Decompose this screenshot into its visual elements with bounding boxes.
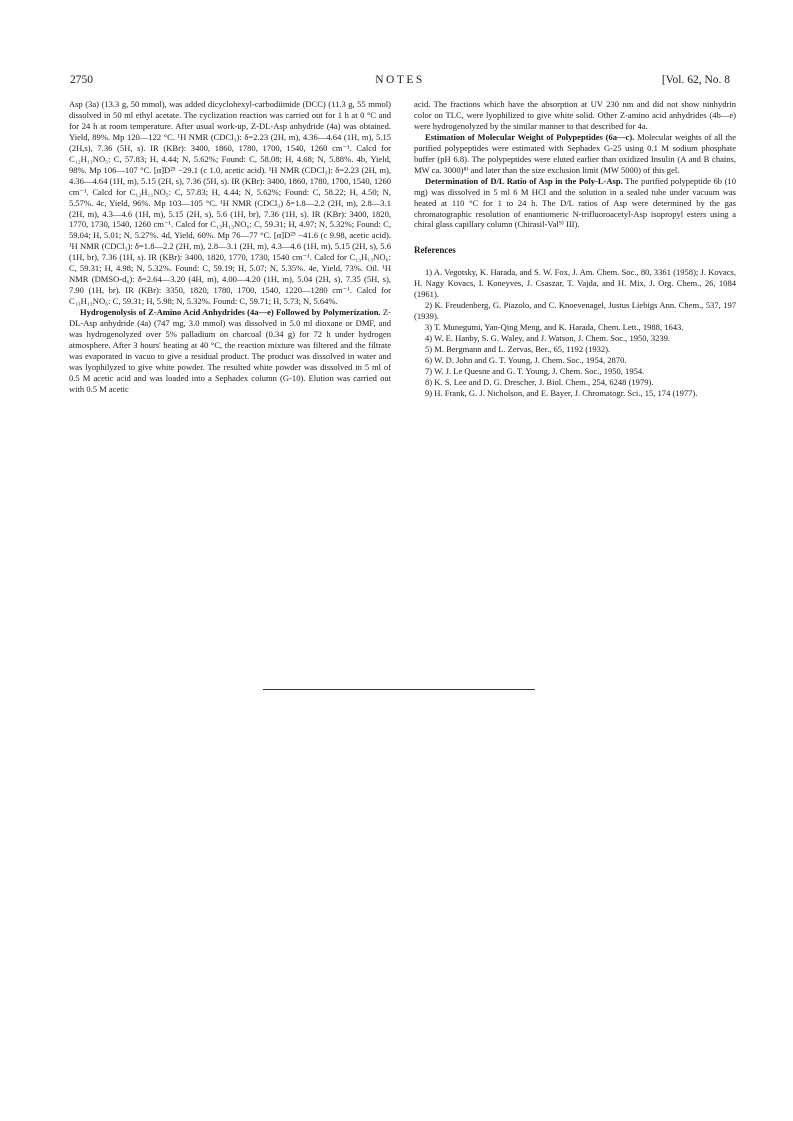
reference-item: 2) K. Freudenberg, G. Piazolo, and C. Knoevenagel, Justus Liebigs Ann. Chem., 537, 197 (1939). [414,300,736,322]
running-header [70,74,730,88]
paragraph-body: Z-DL-Asp anhydride (4a) (747 mg, 3.0 mmol) was dissolved in 5.0 ml dioxane or DMF, and was hydrogenolyzed over 5% palladium on charcoal (0.34 g) for 72 h under hydrogen atmosphere. After 3 hours' heating at 40 °C, the reaction mixture was filtered and the filtrate was evaporated in vacuo to give a residual product. The product was dissolved in water and was lyophilyzed to give white powder. The resulted white powder was dissolved in 5 ml of 0.5 M acetic acid and was loaded into a Sephadex column (G-10). Elution was carried out with 0.5 M acetic [69,307,391,394]
reference-item: 8) K. S. Lee and D. G. Drescher, J. Biol. Chem., 254, 6248 (1979). [425,376,654,387]
paragraph-heading: Determination of D/L Ratio of Asp in the Poly-L-Asp. [425,175,623,186]
paragraph-hydrogenolysis [69,307,391,395]
reference-item: 3) T. Munegumi, Yan-Qing Meng, and K. Harada, Chem. Lett., 1988, 1643. [425,322,684,333]
right-column [414,99,736,399]
references-heading: References [414,245,456,256]
reference-list [414,267,736,398]
reference-item: 5) M. Bergmann and L. Zervas, Ber., 65, 1192 (1932). [425,344,611,355]
end-of-article-rule [263,689,535,690]
reference-item: 1) A. Vegotsky, K. Harada, and S. W. Fox, J. Am. Chem. Soc., 80, 3361 (1958); J. Kovacs, H. Nagy Kovacs, I. Koneyves, J. Csaszar, T. Vajda, and H. Mix, J. Org. Chem., 26, 1084 (1961). [414,267,736,300]
paragraph-heading: Hydrogenolysis of Z-Amino Acid Anhydrides (4a—e) Followed by Polymerization. [80,307,381,318]
reference-item: 4) W. E. Hanby, S. G. Waley, and J. Watson, J. Chem. Soc., 1950, 3239. [425,333,671,344]
left-column [69,99,391,395]
page-number: 2750 [70,74,93,86]
reference-item: 9) H. Frank, G. J. Nicholson, and E. Bayer, J. Chromatogr. Sci., 15, 174 (1977). [425,387,698,398]
paragraph-dl-ratio [414,176,736,231]
paragraph-molecular-weight [414,132,736,176]
paragraph-characterization: Asp (3a) (13.3 g, 50 mmol), was added dicyclohexyl-carbodiimide (DCC) (11.3 g, 55 mmol) dissolved in 50 ml ethyl acetate. The cyclization reaction was carried out for 1 h at 0 °C and for 24 h at room temperature. After usual work-up, Z-DL-Asp anhydride (4a) was obtained. Yield, 89%. Mp 120—122 °C. ¹H NMR (CDCl₃): δ=2.23 (2H, m), 4.36—4.64 (1H, m), 5.15 (2H,s), 7.36 (5H, s). IR (KBr): 3400, 1860, 1780, 1700, 1540, 1260 cm⁻¹. Calcd for C₁₂H₁₁NO₅: C, 57.83; H, 4.44; N, 5.62%; Found: C, 58.08; H, 4.68; N, 5.88%. 4b, Yield, 98%. Mp 106—107 °C. [α]D²⁵ −29.1 (c 1.0, acetic acid). ¹H NMR (CDCl₃): δ=2.23 (2H, m), 4.36—4.64 (1H, m), 5.15 (2H, s), 7.36 (5H, s). IR (KBr): 3400, 1860, 1780, 1700, 1540, 1260 cm⁻¹. Calcd for C₁₂H₁₁NO₅: C, 57.83; H, 4.44; N, 5.62%; Found: C, 58.22; H, 4.50; N, 5.57%. 4c, Yield, 96%. Mp 103—105 °C. ¹H NMR (CDCl₃) δ=1.8—2.2 (2H, m), 2.8—3.1 (2H, m), 4.3—4.6 (1H, m), 5.15 (2H, s), 5.6 (1H, br), 7.36 (1H, s). IR (KBr): 3400, 1820, 1770, 1730, 1540, 1260 cm⁻¹. Calcd for C₁₃H₁₃NO₆: C, 59.31; H, 4.97; N, 5.32%; Found: C, 59.04; H, 5.01; N, 5.27%. 4d, Yield, 60%. Mp 76—77 °C. [α]D²⁵ −41.6 (c 9.98, acetic acid). ¹H NMR (CDCl₃): δ=1.8—2.2 (2H, m), 2.8—3.1 (2H, m), 4.3—4.6 (1H, m), 5.15 (2H, s), 5.6 (1H, br), 7.36 (1H, s). IR (KBr): 3400, 1820, 1770, 1730, 1540 cm⁻¹. Calcd for C₁₃H₁₃NO₆: C, 59.31; H, 4.98; N, 5.32%. Found: C, 59.19; H, 5.07; N, 5.35%. 4e, Yield, 73%. Oil. ¹H NMR (DMSO-d₆): δ=2.64—3.20 (4H, m), 4.00—4.20 (1H, m), 5.04 (2H, s), 7.35 (5H, s), 7.90 (1H, br). IR (KBr): 3350, 1820, 1780, 1700, 1540, 1220—1280 cm⁻¹. Calcd for C₁₃H₁₃NO₆: C, 59.31; H, 5.98; N, 5.32%. Found: C, 59.71; H, 5.73; N, 5.64%. [69,99,391,307]
paragraph-body: The purified polypeptide 6b (10 mg) was dissolved in 5 ml 6 M HCl and the solution in a sealed tube under vacuum was heated at 110 °C for 1 to 24 h. The D/L ratios of Asp were determined by the gas chromatographic resolution of enantiomeric N-trifluoroacetyl-Asp isopropyl esters using a chiral glass capillary column (Chirasil-Val⁹⁾ III). [414,175,736,230]
paragraph-body: Molecular weights of all the purified polypeptides were estimated with Sephadex G-25 using 0.1 M sodium phosphate buffer (pH 6.8). The polypeptides were eluted earlier than oxidized Insulin (A and B chains, MW ca. 3000)⁸⁾ and later than the size exclusion limit (MW 5000) of this gel. [414,131,737,175]
paragraph-heading: Estimation of Molecular Weight of Polypeptides (6a—c). [425,131,635,142]
volume-info: [Vol. 62, No. 8 [661,74,730,86]
section-title: NOTES [375,74,425,86]
paragraph-continuation: acid. The fractions which have the absorption at UV 230 nm and did not show ninhydrin color on TLC, were lyophilized to give white solid. Other Z-amino acid anhydrides (4b—e) were hydrogenolyzed by the similar manner to that described for 4a. [414,99,736,131]
reference-item: 7) W. J. Le Quesne and G. T. Young, J. Chem. Soc., 1950, 1954. [425,365,645,376]
reference-item: 6) W. D. John and G. T. Young, J. Chem. Soc., 1954, 2870. [425,355,627,366]
